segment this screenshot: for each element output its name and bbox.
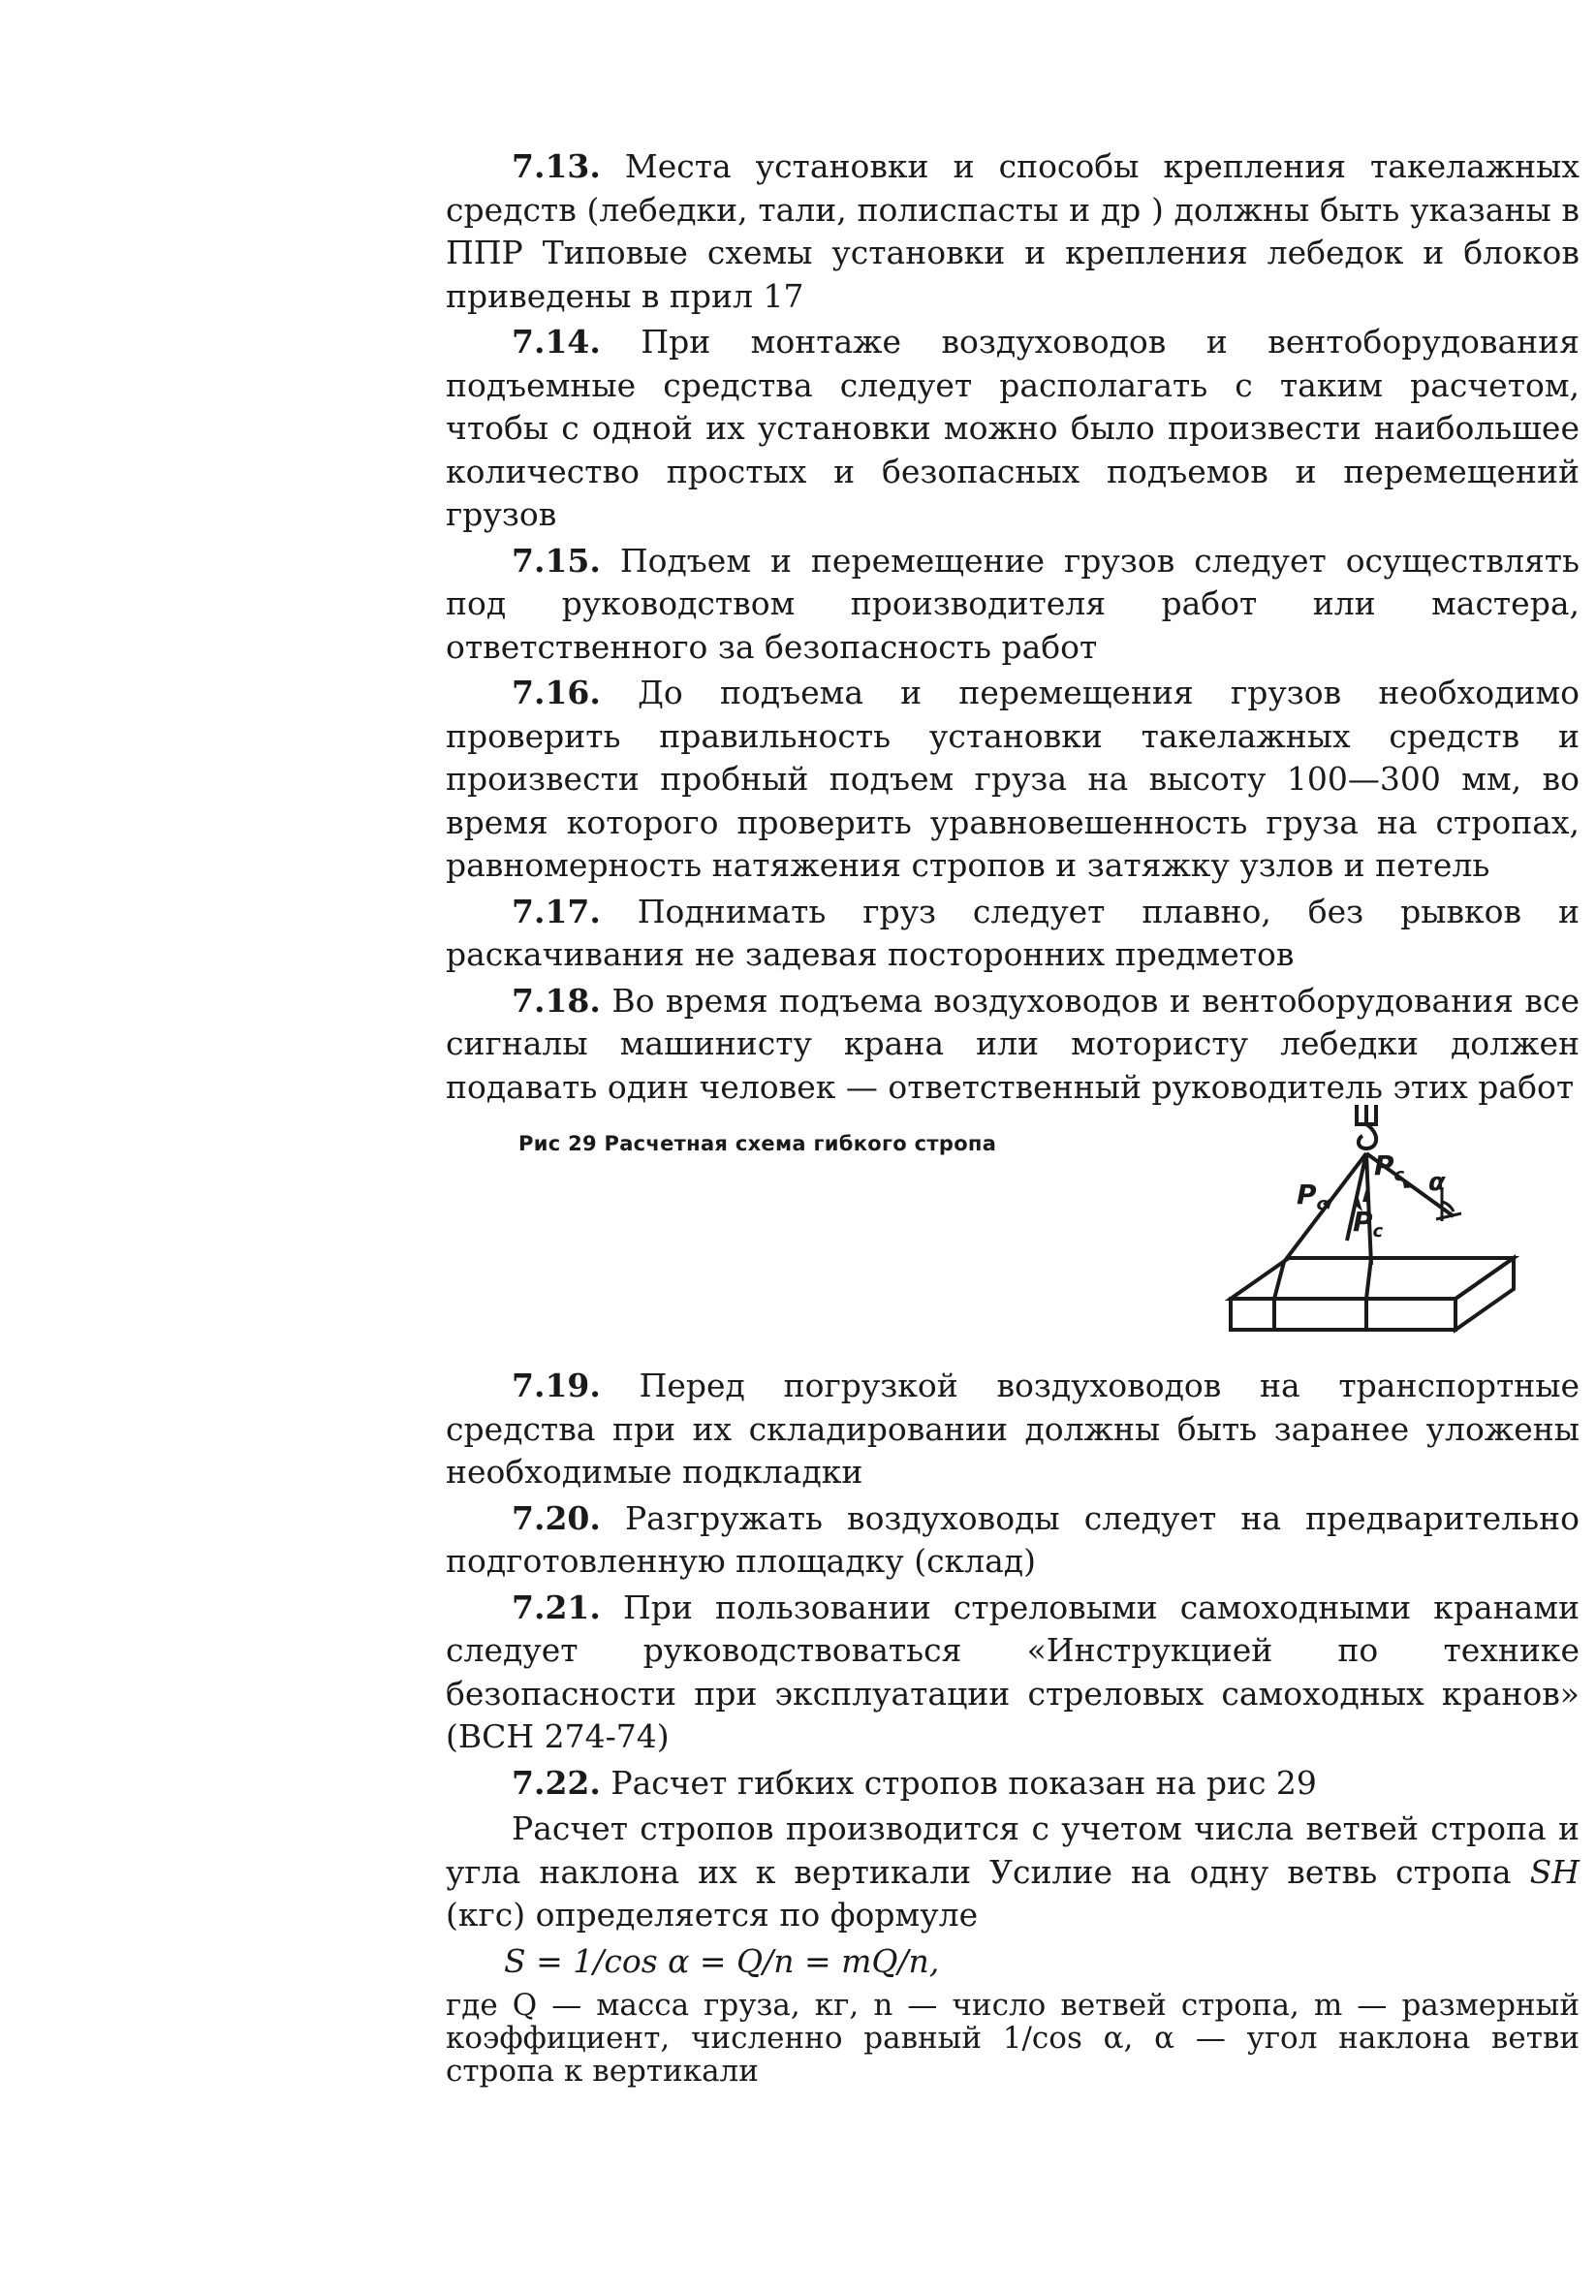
paragraph-7-19: 7.19. Перед погрузкой воздуховодов на транспортные средства при их складировании должны быть заранее уложены необходимые подкладки — [446, 1367, 1580, 1491]
sling-diagram — [1211, 1095, 1560, 1347]
paragraph-7-22: 7.22. Расчет гибких стропов показан на рис 29 — [512, 1763, 1317, 1802]
paragraph-7-14: 7.14. При монтаже воздуховодов и вентоборудования подъемные средства следует располагать с таким расчетом, чтобы с одной их установки можно было произвести наибольшее количество простых и безопасных подъемов и перемещений грузов — [446, 323, 1580, 533]
bottom-text-block — [446, 1365, 1580, 2088]
formula-legend: где Q — масса груза, кг, n — число ветвей стропа, m — размерный коэффициент, численно равный 1/cos α, α — угол наклона ветви стропа к вертикали — [446, 1988, 1580, 2089]
sh-symbol: SH — [1529, 1852, 1580, 1891]
paragraph-7-16: 7.16. До подъема и перемещения грузов необходимо проверить правильность установки такелажных средств и произвести пробный подъем груза на высоту 100—300 мм, во время которого проверить уравновешенность груза на стропах, равномерность натяжения стропов и затяжку узлов и петель — [446, 674, 1580, 884]
paragraph-7-21: 7.21. При пользовании стреловыми самоходными кранами следует руководствоваться «Инструкцией по технике безопасности при эксплуатации стреловых самоходных кранов» (ВСН 274-74) — [446, 1588, 1580, 1755]
paragraph-7-13: 7.13. Места установки и способы крепления такелажных средств (лебедки, тали, полиспасты и др ) должны быть указаны в ППР Типовые схемы установки и крепления лебедок и блоков приведены в прил 17 — [446, 147, 1580, 315]
force-label-left: $P_c$ — [1297, 1179, 1328, 1214]
paragraph-7-15: 7.15. Подъем и перемещение грузов следует осуществлять под руководством производителя работ или мастера, ответственного за безопасность работ — [446, 541, 1580, 666]
angle-label: α — [1428, 1168, 1446, 1197]
crane-hook-icon — [1357, 1105, 1376, 1148]
formula: S = 1/cos α = Q/n = mQ/n, — [504, 1941, 940, 1980]
paragraph-7-18: 7.18. Во время подъема воздуховодов и вентоборудования все сигналы машинисту крана или мотористу лебедки должен подавать один человек — ответственный руководитель этих работ — [446, 981, 1580, 1106]
paragraph-7-20: 7.20. Разгружать воздуховоды следует на предварительно подготовленную площадку (склад) — [446, 1498, 1580, 1580]
figure-caption: Рис 29 Расчетная схема гибкого стропа — [518, 1132, 997, 1155]
load-box — [1231, 1258, 1514, 1330]
paragraph-7-17: 7.17. Поднимать груз следует плавно, без рывков и раскачивания не задевая посторонних предметов — [446, 892, 1580, 973]
force-label-center: $P_c$ — [1353, 1206, 1384, 1242]
force-label-top: $P_c$ — [1374, 1149, 1405, 1185]
calc-intro: Расчет стропов производится с учетом числа ветвей стропа и угла наклона их к вертикали Усилие на одну ветвь стропа SH (кгс) определяется по формуле — [446, 1809, 1580, 1934]
top-text-block — [446, 145, 1580, 1109]
